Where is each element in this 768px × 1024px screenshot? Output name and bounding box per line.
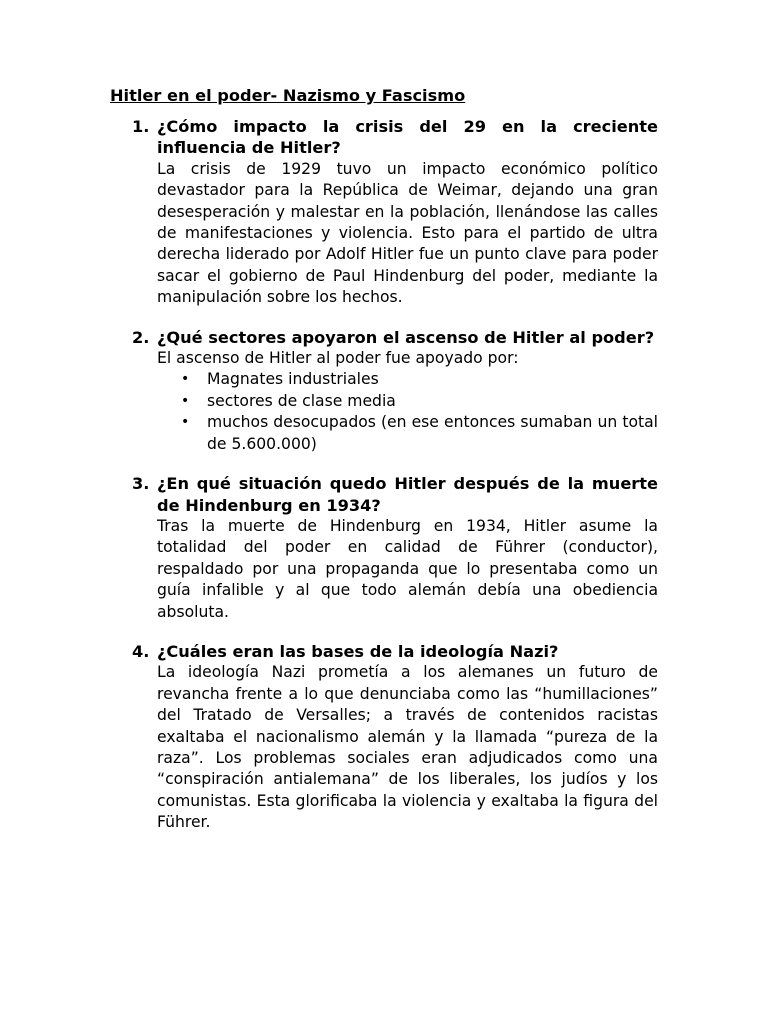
question-text: ¿Qué sectores apoyaron el ascenso de Hitler al poder? xyxy=(157,327,655,347)
question-list xyxy=(110,116,658,834)
bullet-icon: • xyxy=(181,371,190,388)
answer-text: El ascenso de Hitler al poder fue apoyado por: xyxy=(157,349,519,368)
question-text: ¿Cómo impacto la crisis del 29 en la creciente influencia de Hitler? xyxy=(157,117,658,158)
bullet-icon: • xyxy=(181,392,190,409)
bullet-item xyxy=(157,369,658,390)
bullet-text: muchos desocupados (en ese entonces sumaban un total de 5.600.000) xyxy=(207,413,658,453)
question-number: 3. xyxy=(132,474,150,494)
question-item-2 xyxy=(110,327,658,455)
answer-text: La crisis de 1929 tuvo un impacto económico político devastador para la República de Weimar, dejando una gran desesperación y malestar en la población, llenándose las calles de manifestaciones y violencia. Esto para el partido de ultra derecha liderado por Adolf Hitler fue un punto clave para poder sacar el gobierno de Paul Hindenburg del poder, mediante la manipulación sobre los hechos. xyxy=(157,159,658,307)
bullet-item xyxy=(157,412,658,455)
question-item-3 xyxy=(110,473,658,623)
document-page xyxy=(110,84,658,852)
question-text: ¿Cuáles eran las bases de la ideología Nazi? xyxy=(157,641,559,661)
bullet-icon: • xyxy=(181,414,190,431)
question-number: 2. xyxy=(132,327,150,347)
bullet-text: sectores de clase media xyxy=(207,391,396,410)
question-text: ¿En qué situación quedo Hitler después de la muerte de Hindenburg en 1934? xyxy=(157,474,658,515)
bullet-list xyxy=(157,369,658,455)
bullet-item xyxy=(157,391,658,412)
answer-text: Tras la muerte de Hindenburg en 1934, Hitler asume la totalidad del poder en calidad de Führer (conductor), respaldado por una propaganda que lo presentaba como un guía infalible y al que todo alemán debía una obediencia absoluta. xyxy=(157,516,658,621)
answer-text: La ideología Nazi prometía a los alemanes un futuro de revancha frente a lo que denunciaba como las “humillaciones” del Tratado de Versalles; a través de contenidos racistas exaltaba el nacionalismo alemán y la llamada “pureza de la raza”. Los problemas sociales eran adjudicados como una “conspiración antialemana” de los liberales, los judíos y los comunistas. Esta glorificaba la violencia y exaltaba la figura del Führer. xyxy=(157,663,658,832)
question-item-4 xyxy=(110,641,658,834)
question-item-1 xyxy=(110,116,658,309)
document-title: Hitler en el poder- Nazismo y Fascismo xyxy=(110,86,466,105)
question-number: 4. xyxy=(132,641,150,661)
bullet-text: Magnates industriales xyxy=(207,370,379,389)
question-number: 1. xyxy=(132,117,150,136)
